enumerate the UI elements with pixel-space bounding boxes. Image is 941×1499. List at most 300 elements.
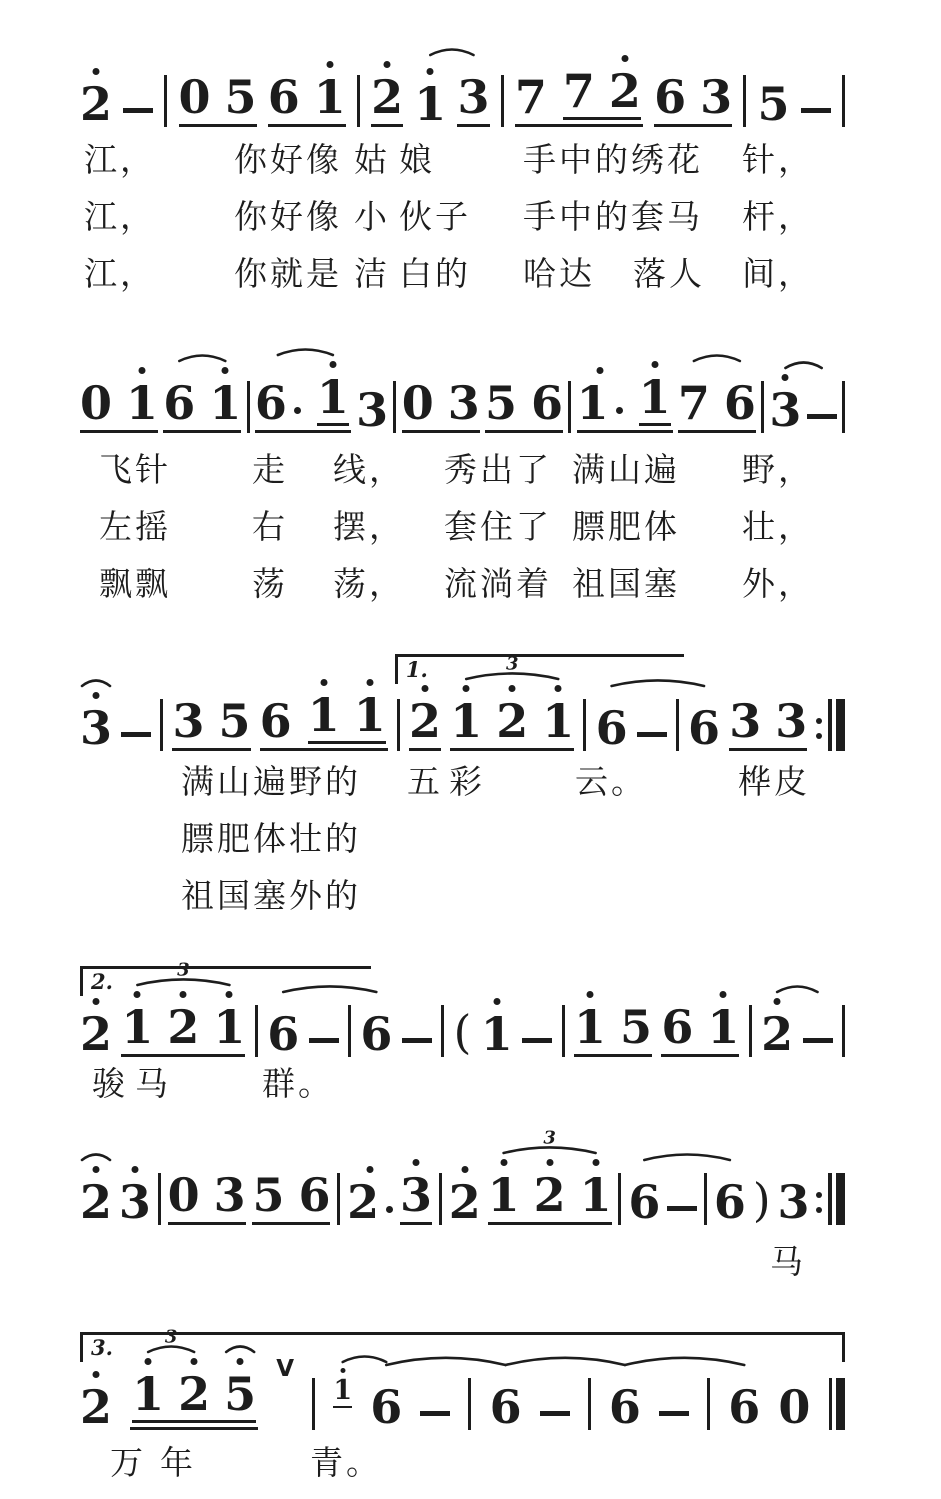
note bbox=[126, 366, 159, 430]
note bbox=[608, 1370, 641, 1434]
barline bbox=[501, 75, 504, 127]
rest-note bbox=[80, 366, 113, 430]
note bbox=[172, 684, 205, 748]
lyric-syllable: 青。 bbox=[310, 1443, 382, 1482]
beam-group bbox=[515, 54, 643, 127]
octave-dot-icon bbox=[422, 685, 429, 692]
note bbox=[132, 1357, 165, 1421]
note-digit: 6 bbox=[267, 1007, 300, 1061]
system-3 bbox=[80, 653, 845, 755]
lyrics-row bbox=[0, 139, 941, 196]
note-digit: 3 bbox=[700, 70, 733, 124]
slur-arc bbox=[785, 363, 821, 369]
lyric-syllable: 你就是 bbox=[234, 254, 342, 293]
lyric-syllable: 左摇 bbox=[99, 507, 171, 546]
note-digit: 3 bbox=[457, 70, 490, 124]
barline bbox=[247, 381, 250, 433]
beam-group bbox=[577, 360, 673, 433]
lyric-syllable: 套住了 bbox=[444, 507, 552, 546]
lyric-syllable: 满山遍 bbox=[572, 450, 680, 489]
lyric-syllable: 娘 bbox=[399, 140, 435, 179]
lyric-syllable: 白的 bbox=[399, 254, 471, 293]
note-digit: 6 bbox=[531, 376, 564, 430]
note-digit: 1 bbox=[121, 1000, 154, 1054]
octave-dot-icon bbox=[651, 361, 658, 368]
duration-dash bbox=[637, 732, 667, 737]
note bbox=[360, 997, 393, 1061]
beam-group bbox=[678, 366, 756, 433]
note-digit: 0 bbox=[401, 376, 434, 430]
note-digit: 6 bbox=[654, 70, 687, 124]
note bbox=[371, 60, 404, 124]
note-digit: 1 bbox=[480, 1007, 513, 1061]
note-digit: 3 bbox=[172, 694, 205, 748]
tuplet-number: 3 bbox=[177, 959, 190, 981]
note bbox=[347, 1165, 393, 1229]
system-1 bbox=[80, 30, 845, 131]
note bbox=[480, 997, 513, 1061]
music-line bbox=[80, 1127, 845, 1229]
beam-group bbox=[400, 1158, 432, 1225]
note-digit: 1 bbox=[579, 1168, 612, 1222]
note-digit: 6 bbox=[360, 1007, 393, 1061]
lyric-syllable: 小 bbox=[354, 197, 390, 236]
note-digit: 5 bbox=[224, 1367, 257, 1421]
lyric-syllable: 万 bbox=[110, 1443, 146, 1482]
slur-arc bbox=[82, 1155, 110, 1161]
tuplet-number: 3 bbox=[543, 1127, 556, 1149]
note-digit: 6 bbox=[661, 1000, 694, 1054]
note-digit: 2 bbox=[80, 1380, 113, 1434]
music-line bbox=[80, 30, 845, 131]
note bbox=[307, 678, 340, 742]
lyrics-row bbox=[0, 1442, 941, 1499]
note bbox=[531, 366, 564, 430]
note-digit: 6 bbox=[688, 701, 721, 755]
beam-group bbox=[121, 990, 245, 1057]
note bbox=[259, 684, 292, 748]
note bbox=[80, 1370, 113, 1434]
barline bbox=[562, 1005, 565, 1057]
note bbox=[409, 684, 442, 748]
duration-dash bbox=[121, 732, 151, 737]
parenthesis: ) bbox=[752, 1173, 771, 1227]
beam-group bbox=[409, 684, 441, 751]
octave-dot-icon bbox=[222, 367, 229, 374]
note-digit: 1 bbox=[316, 370, 349, 424]
beam-group bbox=[163, 366, 241, 433]
final-barline bbox=[829, 1378, 846, 1430]
octave-dot-icon bbox=[329, 361, 336, 368]
note-digit: 5 bbox=[757, 77, 790, 131]
note-digit: 1 bbox=[132, 1367, 165, 1421]
octave-dot-icon bbox=[367, 1166, 374, 1173]
repeat-dot bbox=[816, 1192, 822, 1198]
note-digit: 5 bbox=[619, 1000, 652, 1054]
note-digit: 2 bbox=[371, 70, 404, 124]
lyric-syllable: 流淌着 bbox=[444, 564, 552, 603]
repeat-dot bbox=[816, 718, 822, 724]
octave-dot-icon bbox=[93, 692, 100, 699]
beam-group bbox=[168, 1158, 246, 1225]
lyric-syllable: 江， bbox=[84, 254, 156, 293]
beam-group bbox=[729, 684, 807, 751]
octave-dot-icon bbox=[546, 1159, 553, 1166]
octave-dot-icon bbox=[555, 685, 562, 692]
octave-dot-icon bbox=[93, 68, 100, 75]
octave-dot-icon bbox=[93, 998, 100, 1005]
barline bbox=[743, 75, 746, 127]
duration-dash bbox=[659, 1411, 689, 1416]
note bbox=[677, 366, 710, 430]
note-digit: 3 bbox=[447, 376, 480, 430]
note bbox=[487, 1158, 520, 1222]
lyric-syllable: 外， bbox=[742, 564, 814, 603]
note-digit: 6 bbox=[713, 1175, 746, 1229]
note bbox=[80, 1165, 113, 1229]
note bbox=[213, 1158, 246, 1222]
lyrics-row bbox=[0, 196, 941, 253]
note bbox=[654, 60, 687, 124]
system-2 bbox=[80, 336, 845, 437]
volta-bracket bbox=[80, 1332, 845, 1362]
beam-group bbox=[488, 1158, 612, 1225]
note-digit: 6 bbox=[163, 376, 196, 430]
beam-group bbox=[639, 360, 671, 426]
duration-dash bbox=[402, 1038, 432, 1043]
note bbox=[573, 990, 606, 1054]
repeat-end-barline bbox=[816, 699, 845, 751]
thick-bar bbox=[836, 1173, 845, 1225]
beam-group bbox=[402, 366, 480, 433]
octave-dot-icon bbox=[774, 998, 781, 1005]
barline bbox=[393, 381, 396, 433]
lyric-syllable: 野， bbox=[742, 450, 814, 489]
note bbox=[80, 691, 113, 755]
note-digit: 5 bbox=[485, 376, 518, 430]
note bbox=[576, 366, 623, 430]
lyric-syllable: 祖国塞外的 bbox=[181, 876, 361, 915]
note bbox=[163, 366, 196, 430]
augmentation-dot-icon bbox=[386, 1206, 393, 1213]
lyric-syllable: 手中的套马 bbox=[523, 197, 703, 236]
lyric-syllable: 你好像 bbox=[234, 140, 342, 179]
note bbox=[757, 67, 790, 131]
lyric-syllable: 姑 bbox=[354, 140, 390, 179]
note-digit: 2 bbox=[80, 1175, 113, 1229]
lyric-syllable: 杆， bbox=[742, 197, 814, 236]
barline bbox=[348, 1005, 351, 1057]
note-digit: 2 bbox=[80, 1007, 113, 1061]
note bbox=[313, 60, 346, 124]
barline bbox=[704, 1173, 707, 1225]
beam-group bbox=[371, 60, 403, 127]
octave-dot-icon bbox=[463, 685, 470, 692]
duration-dash bbox=[801, 108, 831, 113]
note bbox=[489, 1370, 522, 1434]
note bbox=[209, 366, 242, 430]
note-digit: 1 bbox=[213, 1000, 246, 1054]
barline bbox=[468, 1378, 471, 1430]
repeat-end-barline bbox=[816, 1173, 845, 1225]
octave-dot-icon bbox=[366, 679, 373, 686]
note-digit: 6 bbox=[370, 1380, 403, 1434]
lyric-syllable: 落人 bbox=[633, 254, 705, 293]
barline bbox=[312, 1378, 315, 1430]
note-digit: 6 bbox=[254, 376, 287, 430]
lyric-syllable: 手中的绣花 bbox=[523, 140, 703, 179]
note-digit: 2 bbox=[496, 694, 529, 748]
octave-dot-icon bbox=[139, 367, 146, 374]
note-digit: 1 bbox=[126, 376, 159, 430]
volta-label: 3. bbox=[91, 1335, 113, 1360]
note bbox=[542, 684, 575, 748]
lyric-syllable: 飞针 bbox=[99, 450, 171, 489]
note-digit: 2 bbox=[167, 1000, 200, 1054]
duration-dash bbox=[309, 1038, 339, 1043]
lyric-syllable: 桦皮 bbox=[738, 762, 810, 801]
lyrics-row bbox=[0, 1063, 941, 1120]
note-digit: 2 bbox=[533, 1168, 566, 1222]
slur-arc bbox=[278, 350, 333, 356]
duration-dash bbox=[667, 1206, 697, 1211]
octave-dot-icon bbox=[131, 1166, 138, 1173]
note bbox=[619, 990, 652, 1054]
barline bbox=[842, 1005, 845, 1057]
note bbox=[447, 366, 480, 430]
note-digit: 0 bbox=[167, 1168, 200, 1222]
note-digit: 6 bbox=[728, 1380, 761, 1434]
note-digit: 3 bbox=[769, 383, 802, 437]
note-digit: 1 bbox=[307, 688, 340, 742]
note-digit: 7 bbox=[562, 64, 595, 118]
octave-dot-icon bbox=[493, 998, 500, 1005]
octave-dot-icon bbox=[509, 685, 516, 692]
octave-dot-icon bbox=[592, 1159, 599, 1166]
duration-dash bbox=[522, 1038, 552, 1043]
barline bbox=[583, 699, 586, 751]
note-digit: 0 bbox=[178, 70, 211, 124]
duration-dash bbox=[803, 1038, 833, 1043]
note bbox=[579, 1158, 612, 1222]
lyrics-row bbox=[0, 253, 941, 310]
barline bbox=[749, 1005, 752, 1057]
note-digit: 2 bbox=[80, 77, 113, 131]
thin-bar bbox=[829, 1378, 833, 1430]
octave-dot-icon bbox=[93, 1166, 100, 1173]
note-digit: 6 bbox=[628, 1175, 661, 1229]
note-digit: 1 bbox=[414, 77, 447, 131]
note-digit: 0 bbox=[80, 376, 113, 430]
note bbox=[777, 1165, 810, 1229]
note-digit: 1 bbox=[707, 1000, 740, 1054]
beam-group bbox=[130, 1357, 258, 1430]
slur-arc bbox=[179, 356, 225, 362]
note bbox=[700, 60, 733, 124]
note-digit: 2 bbox=[178, 1367, 211, 1421]
lyric-syllable: 年 bbox=[160, 1443, 196, 1482]
note bbox=[224, 1357, 257, 1421]
barline bbox=[842, 381, 845, 433]
note bbox=[628, 1165, 661, 1229]
duration-dash bbox=[123, 108, 153, 113]
beam-group bbox=[252, 1158, 330, 1225]
lyric-syllable: 膘肥体 bbox=[572, 507, 680, 546]
thin-bar bbox=[828, 1173, 832, 1225]
note-digit: 1 bbox=[487, 1168, 520, 1222]
thick-bar bbox=[836, 699, 845, 751]
note-digit: 5 bbox=[224, 70, 257, 124]
barline bbox=[158, 1173, 161, 1225]
note-digit: 1 bbox=[576, 376, 609, 430]
note-digit: 6 bbox=[267, 70, 300, 124]
volta-label: 1. bbox=[405, 657, 428, 682]
lyrics-row bbox=[0, 818, 941, 875]
note-digit: 6 bbox=[298, 1168, 331, 1222]
lyrics-row bbox=[0, 449, 941, 506]
beam-group bbox=[255, 360, 351, 433]
thick-bar bbox=[836, 1378, 845, 1430]
volta-label: 2. bbox=[91, 969, 113, 994]
repeat-dot bbox=[816, 733, 822, 739]
lyric-syllable: 秀出了 bbox=[444, 450, 552, 489]
note-digit: 3 bbox=[356, 383, 389, 437]
music-line bbox=[80, 336, 845, 437]
slur-arc bbox=[430, 50, 473, 56]
note-digit: 6 bbox=[259, 694, 292, 748]
note bbox=[267, 997, 300, 1061]
note bbox=[356, 373, 389, 437]
note-digit: 6 bbox=[608, 1380, 641, 1434]
slur-arc bbox=[777, 987, 817, 993]
note bbox=[457, 60, 490, 124]
duration-dash bbox=[420, 1411, 450, 1416]
note-digit: 7 bbox=[514, 70, 547, 124]
lyric-syllable: 线， bbox=[333, 450, 405, 489]
note-digit: 2 bbox=[347, 1175, 380, 1229]
barline bbox=[160, 699, 163, 751]
system-4 bbox=[80, 959, 845, 1061]
thin-bar bbox=[828, 699, 832, 751]
lyric-syllable: 群。 bbox=[262, 1064, 334, 1103]
octave-dot-icon bbox=[326, 61, 333, 68]
note bbox=[723, 366, 756, 430]
lyrics-row bbox=[0, 761, 941, 818]
rest-note bbox=[778, 1370, 811, 1434]
barline bbox=[439, 1173, 442, 1225]
note-digit: 3 bbox=[213, 1168, 246, 1222]
note bbox=[688, 691, 721, 755]
octave-dot-icon bbox=[720, 991, 727, 998]
note bbox=[298, 1158, 331, 1222]
lyric-syllable: 间， bbox=[742, 254, 814, 293]
repeat-dots-icon bbox=[816, 1192, 822, 1213]
rest-note bbox=[167, 1158, 200, 1222]
beam-group bbox=[661, 990, 739, 1057]
lyrics-row bbox=[0, 506, 941, 563]
note-digit: 2 bbox=[448, 1175, 481, 1229]
beam-group bbox=[457, 60, 489, 127]
lyric-syllable: 膘肥体壮的 bbox=[181, 819, 361, 858]
beam-group bbox=[260, 678, 388, 751]
note-digit: 6 bbox=[595, 701, 628, 755]
rest-note bbox=[401, 366, 434, 430]
octave-dot-icon bbox=[461, 1166, 468, 1173]
note bbox=[661, 990, 694, 1054]
note bbox=[316, 360, 349, 424]
grace-beam-group bbox=[333, 1367, 352, 1408]
duration-dash bbox=[807, 414, 837, 419]
note-digit: 3 bbox=[777, 1175, 810, 1229]
note-digit: 2 bbox=[409, 694, 442, 748]
barline bbox=[842, 75, 845, 127]
augmentation-dot-icon bbox=[294, 407, 301, 414]
repeat-dots-icon bbox=[816, 718, 822, 739]
lyric-syllable: 彩 bbox=[449, 762, 485, 801]
note-digit: 1 bbox=[542, 694, 575, 748]
tuplet-number: 3 bbox=[505, 653, 519, 675]
slur-arc bbox=[694, 356, 740, 362]
octave-dot-icon bbox=[320, 679, 327, 686]
barline bbox=[441, 1005, 444, 1057]
note-digit: 1 bbox=[638, 370, 671, 424]
beam-group bbox=[485, 366, 563, 433]
note-digit: 3 bbox=[80, 701, 113, 755]
barline bbox=[337, 1173, 340, 1225]
note bbox=[400, 1158, 433, 1222]
barline bbox=[397, 699, 400, 751]
lyric-syllable: 洁 bbox=[354, 254, 390, 293]
system-5 bbox=[80, 1127, 845, 1229]
lyric-syllable: 伙子 bbox=[399, 197, 471, 236]
note-digit: 1 bbox=[573, 1000, 606, 1054]
note bbox=[353, 678, 386, 742]
lyrics-row bbox=[0, 1241, 941, 1298]
lyric-syllable: 祖国塞 bbox=[572, 564, 680, 603]
note-digit: 3 bbox=[729, 694, 762, 748]
octave-dot-icon bbox=[621, 55, 628, 62]
lyric-syllable: 骏 bbox=[92, 1064, 128, 1103]
note bbox=[728, 1370, 761, 1434]
beam-group bbox=[268, 60, 346, 127]
note-digit: 0 bbox=[778, 1380, 811, 1434]
octave-dot-icon bbox=[340, 1368, 345, 1373]
volta-bracket bbox=[80, 966, 371, 996]
note bbox=[224, 60, 257, 124]
beam-group bbox=[172, 684, 250, 751]
note bbox=[761, 997, 794, 1061]
barline bbox=[707, 1378, 710, 1430]
lyric-syllable: 五 bbox=[407, 762, 443, 801]
note bbox=[707, 990, 740, 1054]
beam-group bbox=[132, 1357, 256, 1423]
beam-group bbox=[654, 60, 732, 127]
note-digit: 1 bbox=[313, 70, 346, 124]
octave-dot-icon bbox=[427, 68, 434, 75]
slur-arc bbox=[644, 1155, 730, 1161]
lyric-syllable: 江， bbox=[84, 140, 156, 179]
parenthesis: ( bbox=[453, 1005, 472, 1059]
slur-arc bbox=[82, 681, 110, 687]
lyric-syllable: 摆， bbox=[333, 507, 405, 546]
barline bbox=[676, 699, 679, 751]
note bbox=[485, 366, 518, 430]
note-digit: 1 bbox=[209, 376, 242, 430]
lyrics-row bbox=[0, 875, 941, 932]
lyric-syllable: 荡 bbox=[252, 564, 288, 603]
volta-bracket bbox=[395, 654, 684, 684]
lyric-syllable: 马 bbox=[135, 1064, 171, 1103]
